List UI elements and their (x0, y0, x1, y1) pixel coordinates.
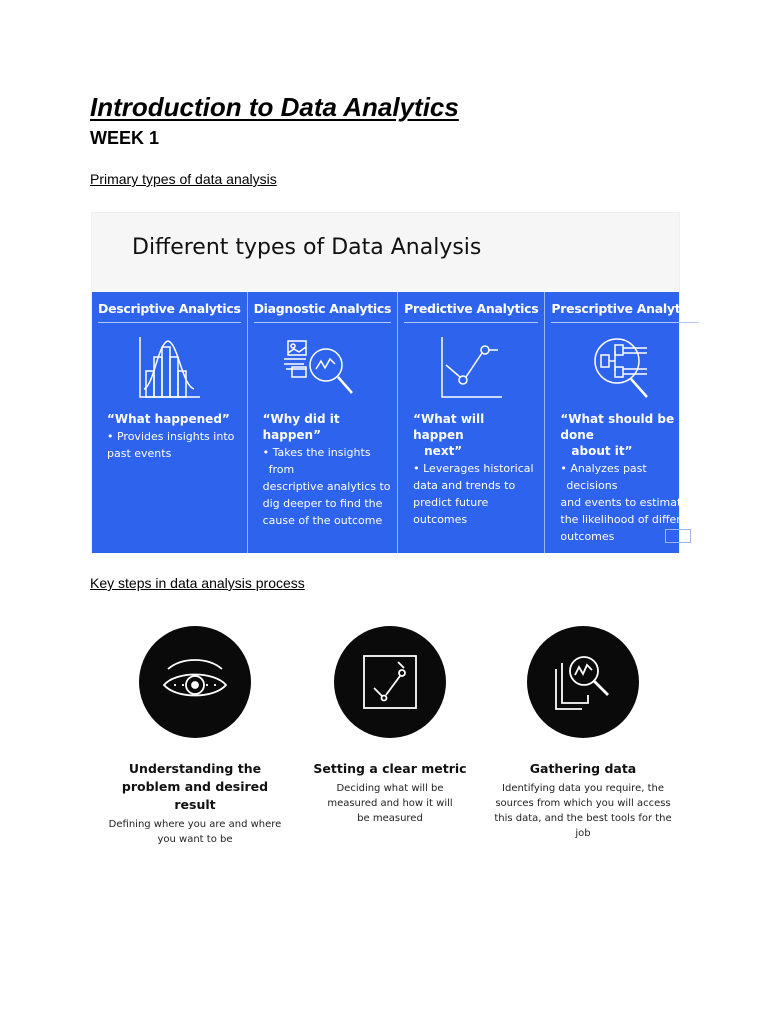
document-title: Introduction to Data Analytics (90, 92, 459, 122)
desc-line: predict future (413, 496, 489, 509)
type-description (263, 444, 392, 529)
title-line: problem and desired result (121, 779, 269, 812)
types-banner (92, 213, 679, 291)
step-gathering (488, 620, 678, 841)
decision-tree-magnifier-icon (587, 335, 663, 401)
type-question (413, 411, 538, 459)
title-line: Gathering data (529, 761, 637, 776)
step-description (100, 817, 290, 847)
question-line: “What happened” (107, 412, 230, 426)
desc-line: and events to estimate (560, 496, 689, 509)
type-column-diagnostic (248, 292, 399, 553)
desc-line: outcomes (560, 530, 615, 543)
desc-line: be measured (357, 813, 423, 824)
data-magnifier-icon (548, 649, 618, 715)
desc-line: descriptive analytics to (262, 480, 391, 493)
bar-chart-with-curve-icon (134, 335, 204, 401)
type-column-descriptive (92, 292, 248, 553)
step-title (100, 760, 290, 814)
desc-line: sources from which you will access (495, 798, 671, 809)
desc-line: dig deeper to find the (262, 497, 383, 510)
type-name: Prescriptive Analytics (551, 301, 698, 323)
type-name: Diagnostic Analytics (254, 301, 392, 323)
type-question (263, 411, 392, 443)
logo-badge-icon (665, 529, 691, 543)
trend-line-chart-icon (436, 335, 506, 401)
desc-line: this data, and the best tools for the job (494, 813, 672, 839)
desc-line: Identifying data you require, the (502, 783, 664, 794)
desc-line: • Analyzes past decisions (560, 462, 647, 492)
step-description (488, 781, 678, 841)
question-line: next” (424, 444, 463, 458)
step-icon-circle (527, 626, 639, 738)
desc-line: outcomes (413, 513, 468, 526)
desc-line: • Leverages historical (413, 462, 534, 475)
step-title (295, 760, 485, 778)
type-description (413, 460, 538, 528)
eye-icon (160, 657, 230, 707)
question-line: “What will happen (413, 412, 485, 442)
desc-line: cause of the outcome (262, 514, 383, 527)
desc-line: measured and how it will (327, 798, 453, 809)
step-metric (295, 620, 485, 826)
types-of-analysis-figure (91, 212, 699, 553)
type-question (560, 411, 698, 459)
metric-chart-icon (360, 652, 420, 712)
desc-line: • Provides insights into (107, 430, 235, 443)
type-description (107, 428, 241, 462)
type-column-predictive (398, 292, 545, 553)
desc-line: Deciding what will be (336, 783, 444, 794)
magnifier-with-documents-icon (280, 335, 364, 401)
types-section-label: Primary types of data analysis (90, 171, 277, 187)
type-name: Predictive Analytics (404, 301, 538, 323)
type-question (107, 411, 241, 427)
desc-line: past events (107, 447, 172, 460)
question-line: “What should be done (560, 412, 675, 442)
types-panel (92, 292, 699, 553)
desc-line: the likelihood of different (560, 513, 699, 526)
analysis-steps-figure (100, 620, 680, 845)
type-column-prescriptive (545, 292, 704, 553)
step-icon-circle (334, 626, 446, 738)
question-line: about it” (571, 444, 633, 458)
type-name: Descriptive Analytics (98, 301, 241, 323)
question-line: “Why did it happen” (262, 412, 340, 442)
title-line: Setting a clear metric (313, 761, 467, 776)
steps-section-label: Key steps in data analysis process (90, 575, 305, 591)
step-understanding (100, 620, 290, 847)
step-description (295, 781, 485, 826)
step-title (488, 760, 678, 778)
types-figure-heading: Different types of Data Analysis (132, 235, 482, 260)
desc-line: you want to be (157, 834, 233, 845)
desc-line: data and trends to (413, 479, 516, 492)
week-heading: WEEK 1 (90, 128, 160, 148)
desc-line: Defining where you are and where (108, 819, 282, 830)
desc-line: • Takes the insights from (262, 446, 371, 476)
step-icon-circle (139, 626, 251, 738)
title-line: Understanding the (128, 761, 262, 776)
